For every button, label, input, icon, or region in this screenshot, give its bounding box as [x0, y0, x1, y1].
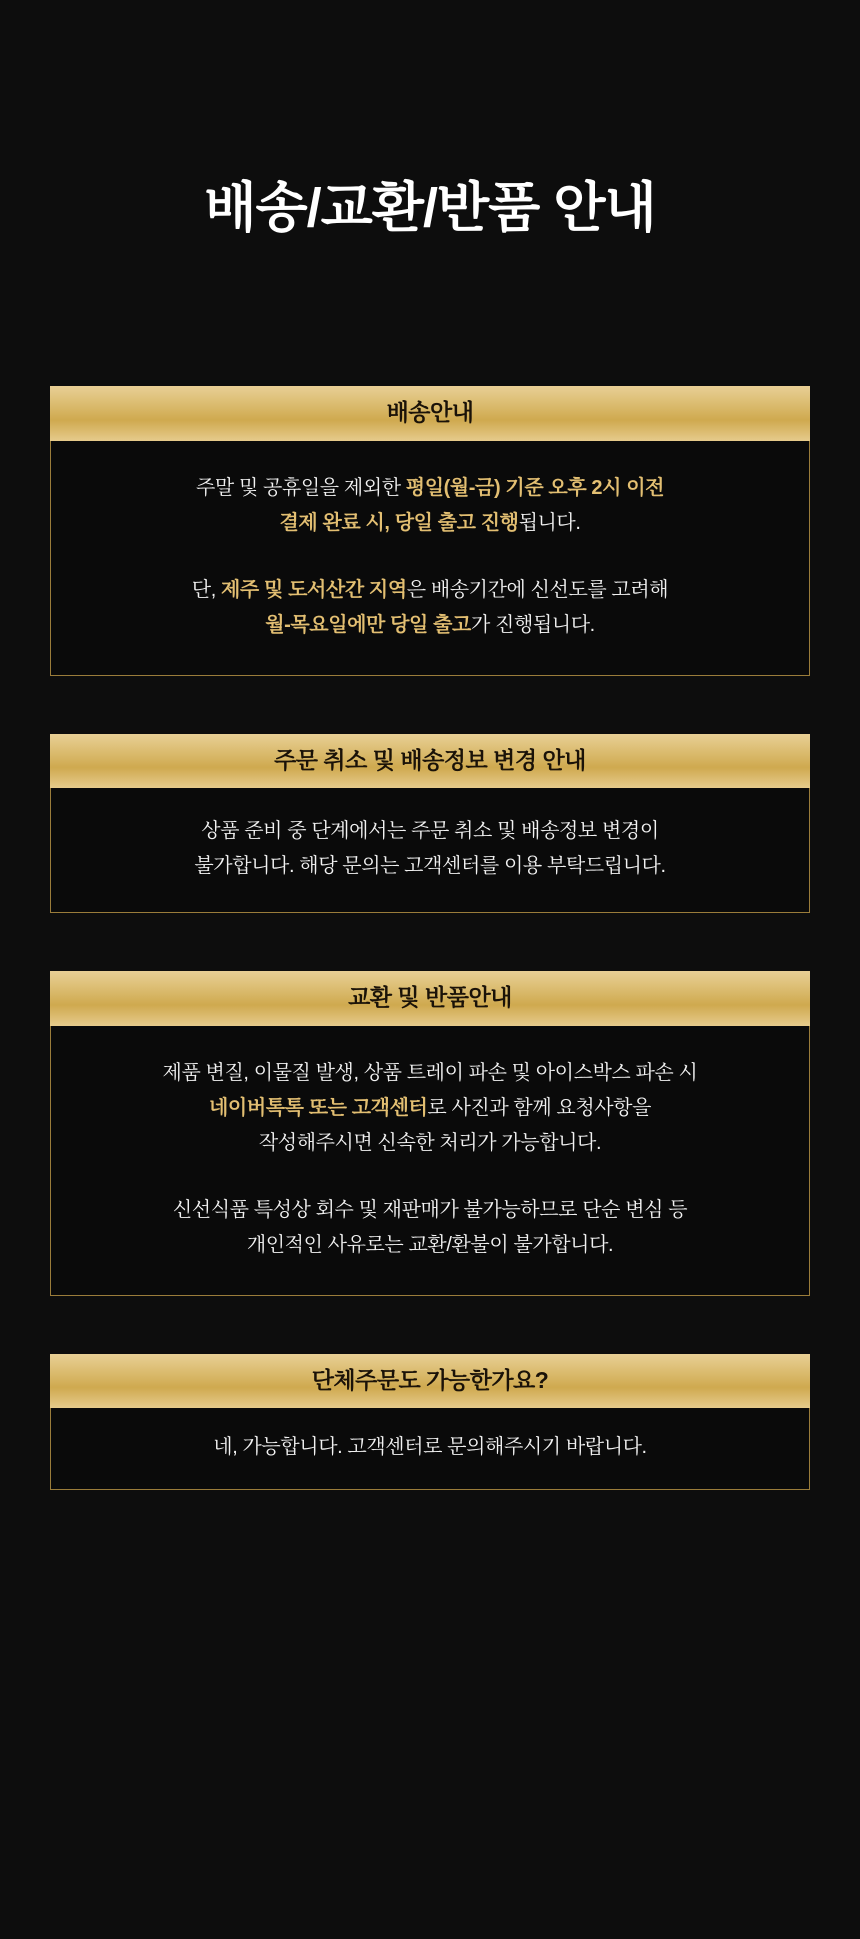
- plain-text: 개인적인 사유로는 교환/환불이 불가합니다.: [246, 1233, 614, 1256]
- guide-section: [50, 734, 810, 914]
- plain-text: 로 사진과 함께 요청사항을: [427, 1096, 652, 1119]
- section-paragraph: [69, 814, 791, 884]
- paragraph-line: [69, 849, 791, 884]
- section-body: [50, 1026, 810, 1296]
- sections-container: [50, 386, 810, 1490]
- guide-section: [50, 386, 810, 676]
- plain-text: 제품 변질, 이물질 발생, 상품 트레이 파손 및 아이스박스 파손 시: [162, 1061, 698, 1084]
- plain-text: 불가합니다. 해당 문의는 고객센터를 이용 부탁드립니다.: [194, 855, 666, 878]
- section-paragraph: [69, 1056, 791, 1161]
- section-paragraph: [69, 1193, 791, 1263]
- page-title: 배송/교환/반품 안내: [204, 178, 656, 239]
- section-header: 교환 및 반품안내: [50, 971, 810, 1026]
- section-body: [50, 788, 810, 913]
- section-paragraph: [69, 573, 791, 643]
- bottom-spacer: [50, 1490, 810, 1660]
- paragraph-line: [69, 573, 791, 608]
- paragraph-line: [69, 814, 791, 849]
- paragraph-line: [69, 471, 791, 506]
- paragraph-line: [69, 1228, 791, 1263]
- section-paragraph: [69, 471, 791, 541]
- paragraph-line: [69, 1056, 791, 1091]
- plain-text: 단,: [191, 578, 222, 601]
- paragraph-line: [69, 506, 791, 541]
- paragraph-line: [69, 608, 791, 643]
- plain-text: 작성해주시면 신속한 처리가 가능합니다.: [258, 1131, 602, 1154]
- highlighted-text: 평일(월-금) 기준 오후 2시 이전: [405, 476, 665, 499]
- highlighted-text: 제주 및 도서산간 지역: [221, 578, 407, 601]
- paragraph-line: [69, 1091, 791, 1126]
- section-body: [50, 441, 810, 676]
- section-header: 단체주문도 가능한가요?: [50, 1354, 810, 1409]
- highlighted-text: 네이버톡톡 또는 고객센터: [208, 1096, 428, 1119]
- delivery-exchange-return-guide-page: [0, 36, 860, 1939]
- highlighted-text: 월-목요일에만 당일 출고: [265, 613, 471, 636]
- plain-text: 네, 가능합니다. 고객센터로 문의해주시기 바랍니다.: [213, 1436, 647, 1459]
- plain-text: 가 진행됩니다.: [470, 613, 595, 636]
- section-paragraph: [69, 1430, 791, 1465]
- guide-section: [50, 1354, 810, 1491]
- section-header: 주문 취소 및 배송정보 변경 안내: [50, 734, 810, 789]
- plain-text: 상품 준비 중 단계에서는 주문 취소 및 배송정보 변경이: [201, 820, 659, 843]
- plain-text: 은 배송기간에 신선도를 고려해: [406, 578, 669, 601]
- section-body: [50, 1408, 810, 1490]
- plain-text: 신선식품 특성상 회수 및 재판매가 불가능하므로 단순 변심 등: [172, 1198, 688, 1221]
- paragraph-line: [69, 1193, 791, 1228]
- guide-section: [50, 971, 810, 1296]
- paragraph-line: [69, 1126, 791, 1161]
- highlighted-text: 결제 완료 시, 당일 출고 진행: [279, 511, 519, 534]
- plain-text: 주말 및 공휴일을 제외한: [195, 476, 406, 499]
- paragraph-line: [69, 1430, 791, 1465]
- plain-text: 됩니다.: [518, 511, 581, 534]
- section-header: 배송안내: [50, 386, 810, 441]
